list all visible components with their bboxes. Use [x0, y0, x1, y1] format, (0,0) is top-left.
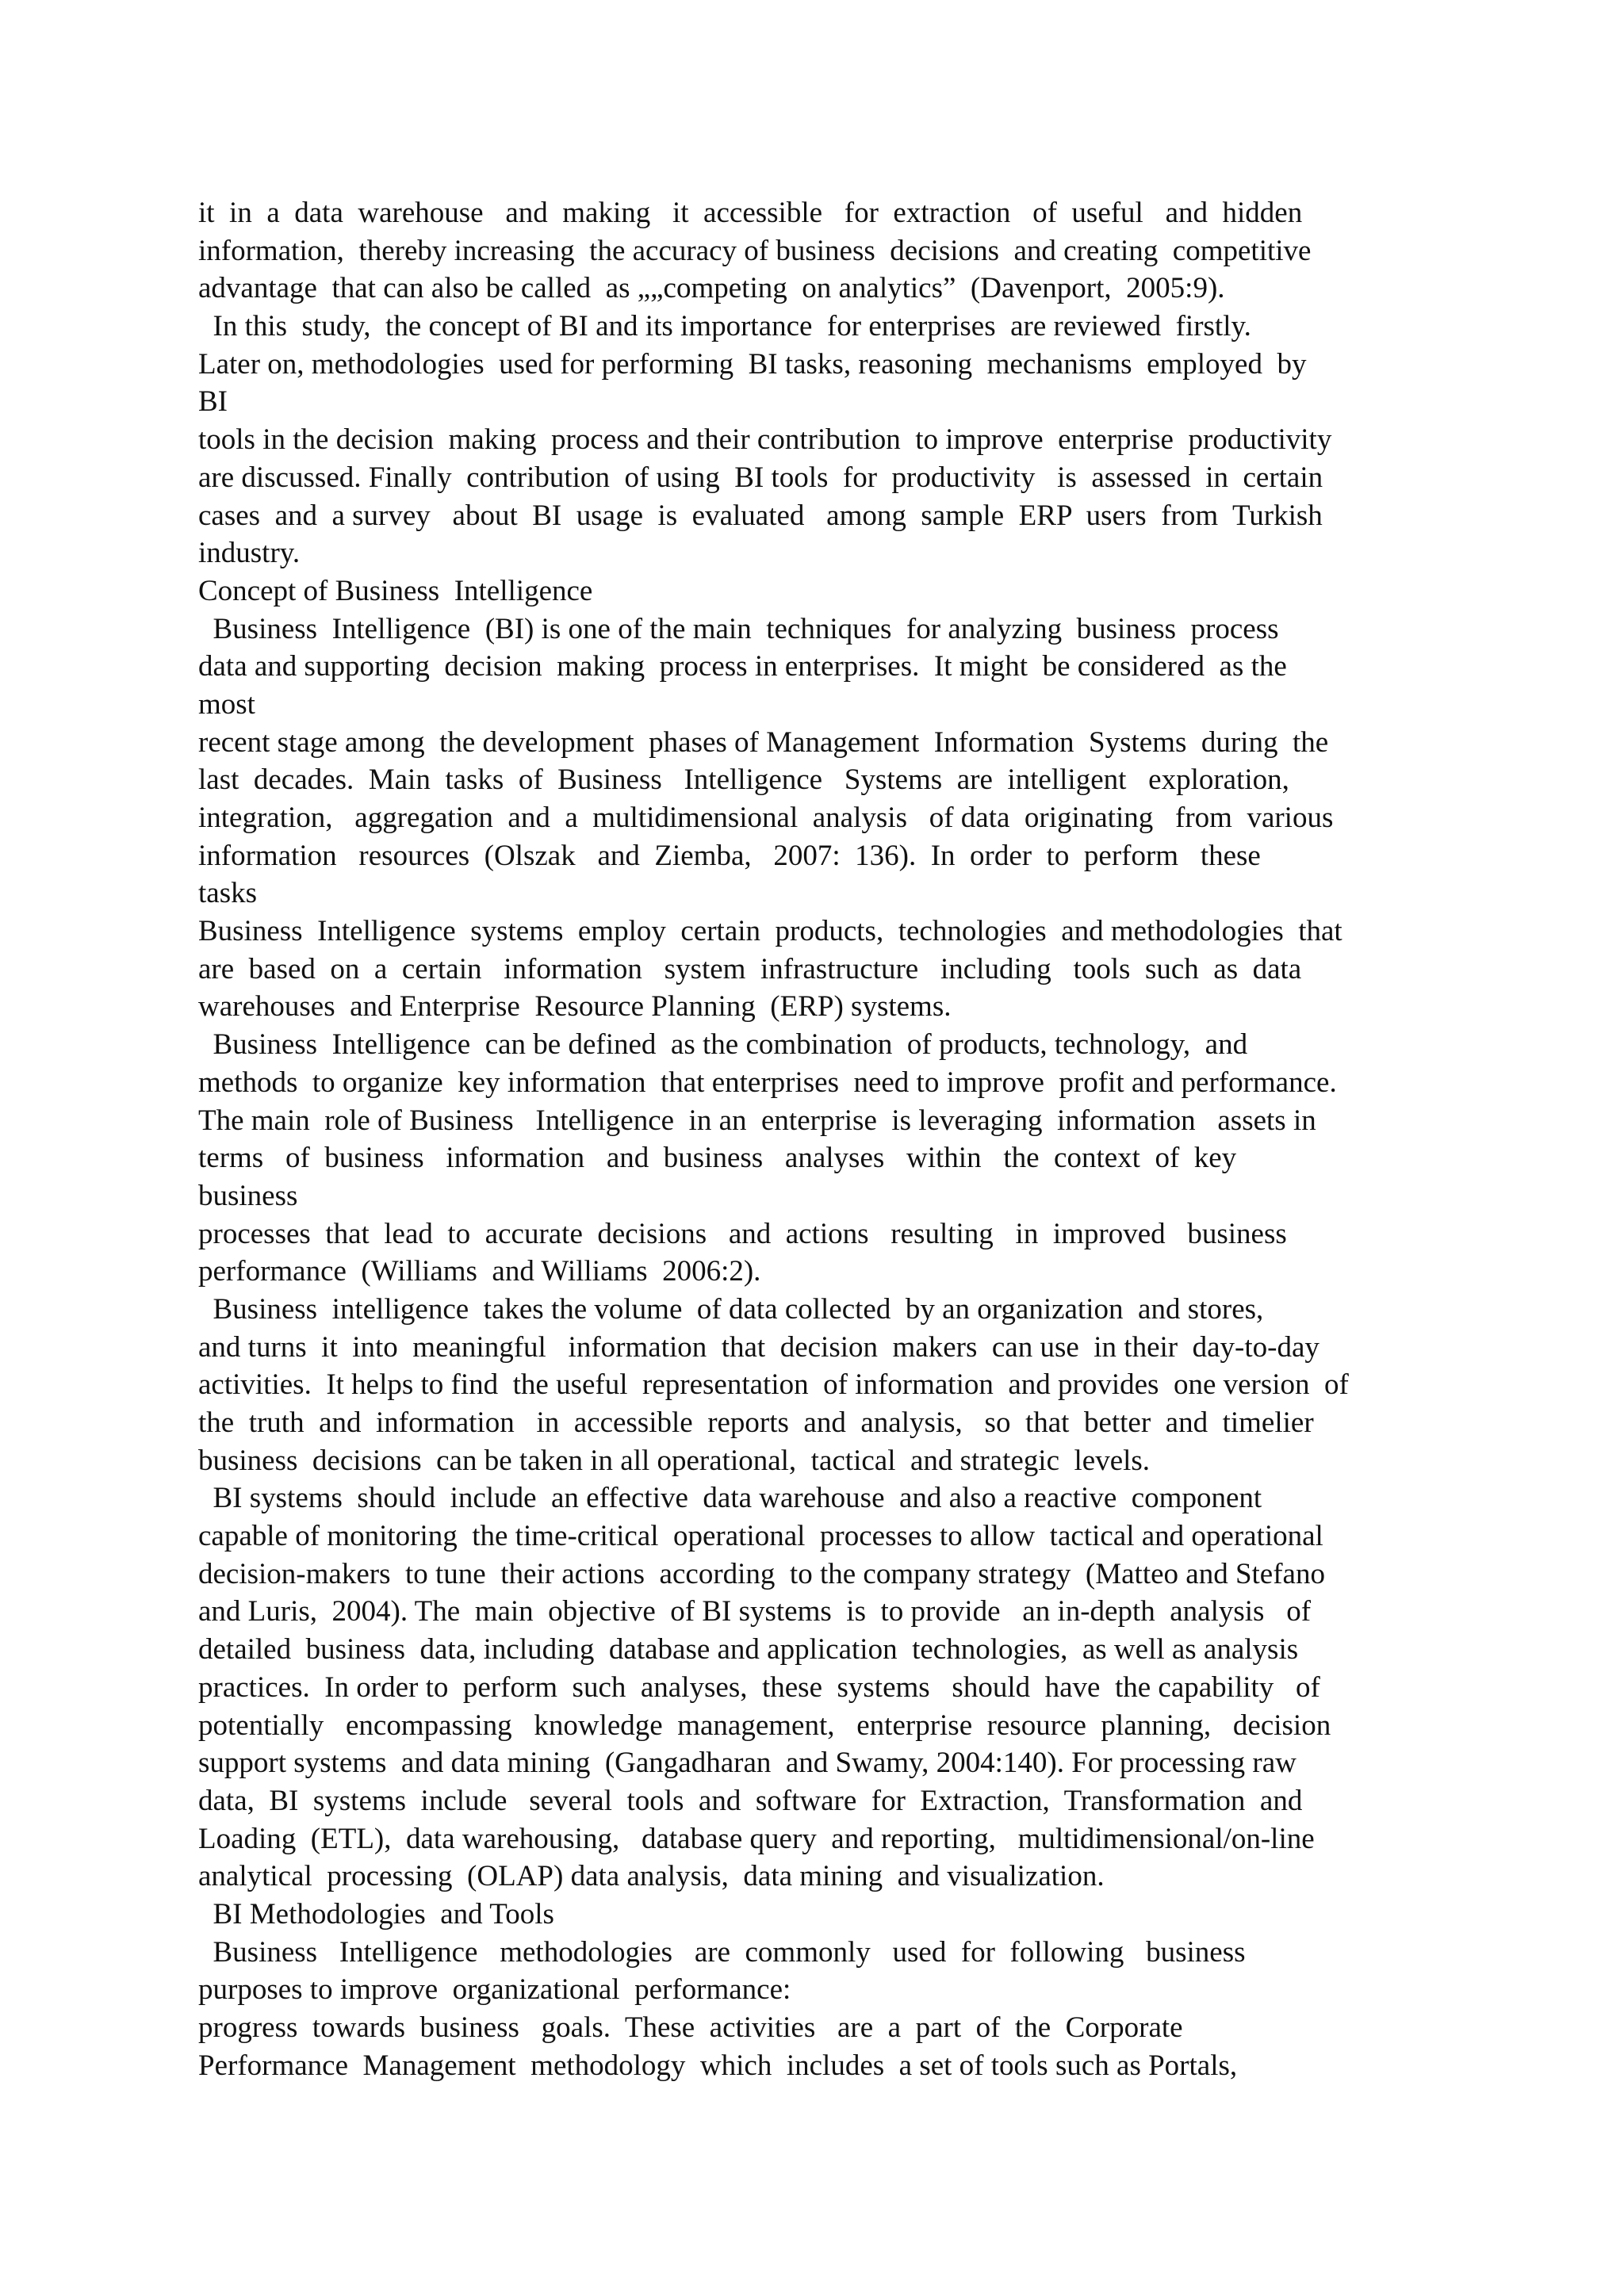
text-line: detailed business data, including database and application technologies, as well as analysis — [198, 1633, 1299, 1667]
text-line: last decades. Main tasks of Business Intelligence Systems are intelligent exploration, — [198, 763, 1289, 797]
text-line: support systems and data mining (Gangadharan and Swamy, 2004:140). For processing raw — [198, 1747, 1297, 1780]
text-line: are discussed. Finally contribution of using BI tools for productivity is assessed in certain — [198, 461, 1323, 494]
text-line: methods to organize key information that enterprises need to improve profit and performance. — [198, 1066, 1337, 1099]
text-line: recent stage among the development phases of Management Information Systems during the — [198, 725, 1329, 759]
text-line: progress towards business goals. These activities are a part of the Corporate — [198, 2011, 1183, 2044]
text-line: capable of monitoring the time-critical operational processes to allow tactical and operational — [198, 1520, 1323, 1553]
section-heading: BI Methodologies and Tools — [198, 1897, 554, 1931]
text-line: activities. It helps to find the useful representation of information and provides one version of — [198, 1368, 1349, 1402]
text-line: information resources (Olszak and Ziemba, 2007: 136). In order to perform these — [198, 839, 1261, 872]
text-line: processes that lead to accurate decisions and actions resulting in improved business — [198, 1217, 1287, 1250]
text-line: and Luris, 2004). The main objective of BI systems is to provide an in-depth analysis of — [198, 1595, 1312, 1628]
text-line: Business Intelligence methodologies are commonly used for following business — [198, 1935, 1246, 1969]
text-line: advantage that can also be called as „„competing on analytics” (Davenport, 2005:9). — [198, 272, 1225, 305]
text-line: warehouses and Enterprise Resource Planning (ERP) systems. — [198, 990, 952, 1024]
text-line: Loading (ETL), data warehousing, database query and reporting, multidimensional/on-line — [198, 1822, 1315, 1855]
text-line: Business Intelligence systems employ certain products, technologies and methodologies that — [198, 915, 1342, 948]
text-line: cases and a survey about BI usage is evaluated among sample ERP users from Turkish — [198, 499, 1323, 532]
text-line: terms of business information and business analyses within the context of key — [198, 1142, 1237, 1175]
text-line: data and supporting decision making process in enterprises. It might be considered as the — [198, 650, 1287, 683]
text-line: tools in the decision making process and their contribution to improve enterprise productivity — [198, 423, 1332, 457]
section-heading: Concept of Business Intelligence — [198, 574, 593, 607]
text-line: BI — [198, 385, 228, 419]
text-line: potentially encompassing knowledge management, enterprise resource planning, decision — [198, 1709, 1331, 1742]
text-line: business decisions can be taken in all operational, tactical and strategic levels. — [198, 1444, 1151, 1477]
text-line: practices. In order to perform such analyses, these systems should have the capability of — [198, 1670, 1320, 1704]
text-line: purposes to improve organizational performance: — [198, 1973, 791, 2007]
text-line: BI systems should include an effective data warehouse and also a reactive component — [198, 1482, 1262, 1515]
text-line: business — [198, 1179, 298, 1212]
text-line: Performance Management methodology which includes a set of tools such as Portals, — [198, 2049, 1238, 2082]
text-line: In this study, the concept of BI and its importance for enterprises are reviewed firstly. — [198, 310, 1251, 343]
text-line: the truth and information in accessible reports and analysis, so that better and timelier — [198, 1406, 1314, 1439]
text-line: tasks — [198, 877, 257, 910]
body-text — [198, 194, 1435, 2084]
text-line: Later on, methodologies used for performing BI tasks, reasoning mechanisms employed by — [198, 347, 1307, 381]
text-line: The main role of Business Intelligence in an enterprise is leveraging information assets in — [198, 1104, 1316, 1137]
text-line: industry. — [198, 537, 301, 570]
text-line: are based on a certain information system infrastructure including tools such as data — [198, 952, 1302, 985]
text-line: integration, aggregation and a multidimensional analysis of data originating from various — [198, 802, 1334, 834]
text-line: decision-makers to tune their actions according to the company strategy (Matteo and Stefano — [198, 1557, 1325, 1590]
text-line: performance (Williams and Williams 2006:2). — [198, 1255, 761, 1288]
text-line: it in a data warehouse and making it accessible for extraction of useful and hidden — [198, 197, 1303, 229]
text-line: Business Intelligence (BI) is one of the main techniques for analyzing business process — [198, 612, 1279, 645]
text-line: Business Intelligence can be defined as the combination of products, technology, and — [198, 1028, 1248, 1062]
text-line: and turns it into meaningful information that decision makers can use in their day-to-day — [198, 1330, 1320, 1364]
text-line: most — [198, 687, 255, 721]
text-line: analytical processing (OLAP) data analysis, data mining and visualization. — [198, 1860, 1105, 1893]
text-line: information, thereby increasing the accuracy of business decisions and creating competitive — [198, 234, 1312, 267]
text-line: data, BI systems include several tools and software for Extraction, Transformation and — [198, 1784, 1303, 1817]
text-line: Business intelligence takes the volume of data collected by an organization and stores, — [198, 1292, 1264, 1326]
